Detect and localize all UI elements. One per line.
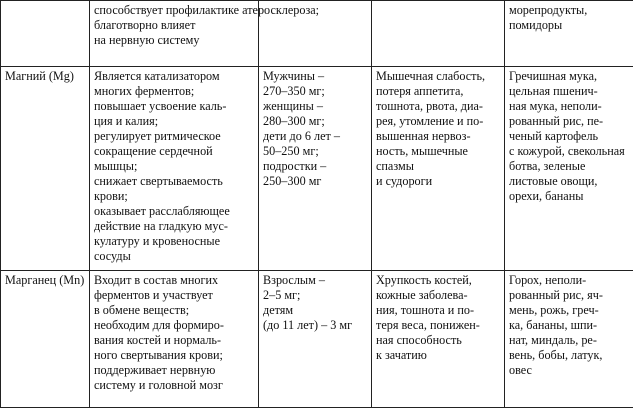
sources-cell (505, 67, 633, 271)
cell-line: детям (263, 303, 368, 318)
cell-line: Мужчины – (263, 69, 368, 84)
table-row (1, 271, 633, 408)
sources-cell (505, 1, 633, 67)
cell-line: рованный рис, пе- (509, 114, 630, 129)
cell-line: вания костей и нормаль- (94, 333, 255, 348)
cell-line: многих ферментов; (94, 84, 255, 99)
cell-line: орехи, бананы (509, 189, 630, 204)
cell-line: способствует профилактике атеросклероза; (94, 3, 255, 18)
cell-line: (до 11 лет) – 3 мг (263, 318, 368, 333)
cell-line: оказывает расслабляющее (94, 204, 255, 219)
deficiency-cell (372, 1, 505, 67)
cell-line: регулирует ритмическое (94, 129, 255, 144)
cell-line: овес (509, 363, 630, 378)
cell-line: на нервную систему (94, 33, 255, 48)
cell-line: кулатуру и кровеносные (94, 234, 255, 249)
cell-line: потеря аппетита, (376, 84, 501, 99)
deficiency-cell (372, 271, 505, 408)
cell-line: женщины – (263, 99, 368, 114)
cell-line: ченый картофель (509, 129, 630, 144)
cell-line: крови; (94, 189, 255, 204)
cell-line: ка, бананы, шпи- (509, 318, 630, 333)
cell-line: сокращение сердечной (94, 144, 255, 159)
norm-cell (259, 67, 372, 271)
role-cell (90, 67, 259, 271)
cell-line: спазмы (376, 159, 501, 174)
cell-line: мышцы; (94, 159, 255, 174)
role-cell (90, 1, 259, 67)
element-cell (1, 67, 90, 271)
cell-line: подростки – (263, 159, 368, 174)
cell-line: к зачатию (376, 348, 501, 363)
cell-line: с кожурой, свекольная (509, 144, 630, 159)
cell-line: рованный рис, яч- (509, 288, 630, 303)
cell-line: дети до 6 лет – (263, 129, 368, 144)
cell-line: Входит в состав многих (94, 273, 255, 288)
cell-line: ного свертывания крови; (94, 348, 255, 363)
sources-cell (505, 271, 633, 408)
cell-line: ния, тошнота и по- (376, 303, 501, 318)
cell-line: ферментов и участвует (94, 288, 255, 303)
cell-line: ция и калия; (94, 114, 255, 129)
cell-line: морепродукты, (509, 3, 630, 18)
cell-line: в обмене веществ; (94, 303, 255, 318)
element-cell (1, 271, 90, 408)
cell-line: цельная пшенич- (509, 84, 630, 99)
cell-line: 2–5 мг; (263, 288, 368, 303)
cell-line: повышает усвоение каль- (94, 99, 255, 114)
cell-line: Магний (Mg) (5, 69, 86, 84)
cell-line: Является катализатором (94, 69, 255, 84)
table-row (1, 67, 633, 271)
cell-line: действие на гладкую мус- (94, 219, 255, 234)
cell-line: кожные заболева- (376, 288, 501, 303)
cell-line: 50–250 мг; (263, 144, 368, 159)
cell-line: 280–300 мг; (263, 114, 368, 129)
cell-line: мень, рожь, греч- (509, 303, 630, 318)
table-row (1, 1, 633, 67)
nutrient-table-body (1, 1, 633, 408)
cell-line: ная способность (376, 333, 501, 348)
cell-line: тошнота, рвота, диа- (376, 99, 501, 114)
cell-line: ная мука, неполи- (509, 99, 630, 114)
cell-line: Гречишная мука, (509, 69, 630, 84)
element-cell (1, 1, 90, 67)
cell-line: систему и головной мозг (94, 378, 255, 393)
cell-line: Взрослым – (263, 273, 368, 288)
cell-line: сосуды (94, 249, 255, 264)
role-cell (90, 271, 259, 408)
cell-line: вышенная нервоз- (376, 129, 501, 144)
cell-line: 250–300 мг (263, 174, 368, 189)
cell-line: Горох, неполи- (509, 273, 630, 288)
cell-line: Мышечная слабость, (376, 69, 501, 84)
deficiency-cell (372, 67, 505, 271)
cell-line: и судороги (376, 174, 501, 189)
cell-line: благотворно влияет (94, 18, 255, 33)
cell-line: рея, утомление и по- (376, 114, 501, 129)
cell-line: Хрупкость костей, (376, 273, 501, 288)
cell-line: необходим для формиро- (94, 318, 255, 333)
cell-line: теря веса, понижен- (376, 318, 501, 333)
cell-line: ботва, зеленые (509, 159, 630, 174)
cell-line: помидоры (509, 18, 630, 33)
cell-line: снижает свертываемость (94, 174, 255, 189)
cell-line: поддерживает нервную (94, 363, 255, 378)
cell-line: ность, мышечные (376, 144, 501, 159)
cell-line: вень, бобы, латук, (509, 348, 630, 363)
cell-line: листовые овощи, (509, 174, 630, 189)
cell-line: Марганец (Mn) (5, 273, 86, 288)
cell-line: 270–350 мг; (263, 84, 368, 99)
cell-line: нат, миндаль, ре- (509, 333, 630, 348)
norm-cell (259, 271, 372, 408)
